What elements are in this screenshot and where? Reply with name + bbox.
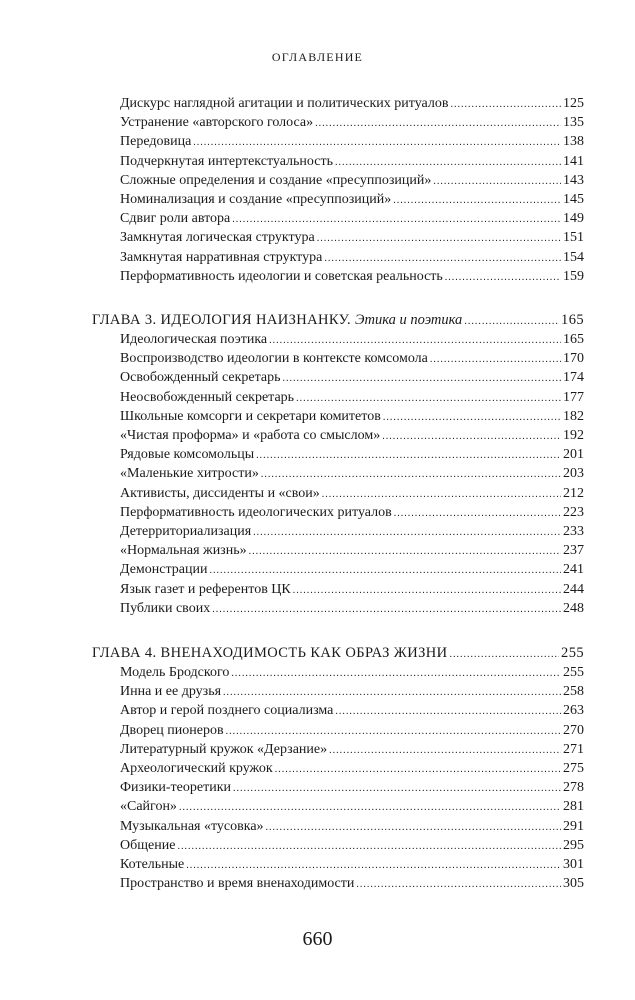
entry-title: Передовица (120, 134, 192, 150)
dot-leader (283, 369, 561, 388)
entry-title: Замкнутая нарративная структура (120, 249, 323, 265)
dot-leader (393, 191, 561, 210)
toc-entry (120, 836, 584, 855)
entry-title: Котельные (120, 856, 185, 872)
chapter-3-heading (92, 311, 584, 330)
dot-leader (296, 389, 561, 408)
toc-entry (120, 740, 584, 759)
entry-title: Публики своих (120, 600, 211, 616)
dot-leader (317, 229, 561, 248)
toc-entry (120, 209, 584, 228)
entry-title: «Нормальная жизнь» (120, 543, 247, 559)
toc-entry (120, 874, 584, 893)
dot-leader (253, 523, 561, 542)
toc-entry (120, 701, 584, 720)
entry-page: 248 (563, 600, 584, 616)
toc-entry (120, 248, 584, 267)
entry-title: «Сайгон» (120, 799, 177, 815)
dot-leader (269, 331, 561, 350)
entry-title: Рядовые комсомольцы (120, 447, 255, 463)
dot-leader (233, 779, 561, 798)
chapter-title: ГЛАВА 4. ВНЕНАХОДИМОСТЬ КАК ОБРАЗ ЖИЗНИ (92, 644, 448, 661)
toc-entry (120, 759, 584, 778)
dot-leader (322, 485, 561, 504)
running-head: ОГЛАВЛЕНИЕ (271, 50, 364, 64)
toc-entry (120, 132, 584, 151)
entry-title: Музыкальная «тусовка» (120, 818, 264, 834)
dot-leader (249, 542, 561, 561)
entry-page: 143 (563, 172, 584, 188)
toc-entry (120, 503, 584, 522)
entry-title: Пространство и время вненаходимости (120, 876, 355, 892)
entry-title: Идеологическая поэтика (120, 332, 268, 348)
dot-leader (226, 722, 561, 741)
dot-leader (383, 408, 561, 427)
entry-title: Язык газет и референтов ЦК (120, 581, 291, 597)
dot-leader (232, 210, 561, 229)
chapter-page: 255 (561, 644, 584, 661)
entry-page: 177 (563, 389, 584, 405)
toc-entry (120, 721, 584, 740)
dot-leader (266, 818, 561, 837)
dot-leader (433, 172, 561, 191)
dot-leader (186, 856, 561, 875)
entry-page: 271 (563, 741, 584, 757)
entry-page: 151 (563, 230, 584, 246)
entry-title: Литературный кружок «Дерзание» (120, 741, 328, 757)
table-of-contents (0, 94, 635, 893)
toc-entry (120, 349, 584, 368)
dot-leader (329, 741, 561, 760)
entry-title: Автор и герой позднего социализма (120, 703, 334, 719)
entry-title: Перформативность идеологии и советская реальность (120, 268, 443, 284)
dot-leader (394, 504, 561, 523)
toc-entry (120, 855, 584, 874)
entry-title: Школьные комсорги и секретари комитетов (120, 408, 381, 424)
toc-entry (120, 464, 584, 483)
toc-entry (120, 190, 584, 209)
dot-leader (177, 837, 561, 856)
entry-title: Детерриториализация (120, 523, 252, 539)
chapter-4-list (0, 663, 635, 893)
entry-title: Неосвобожденный секретарь (120, 389, 295, 405)
entry-page: 192 (563, 428, 584, 443)
toc-entry (120, 778, 584, 797)
entry-title: «Чистая проформа» и «работа со смыслом» (120, 428, 381, 443)
dot-leader (275, 760, 561, 779)
dot-leader (256, 446, 561, 465)
dot-leader (223, 683, 561, 702)
toc-entry (120, 407, 584, 426)
toc-entry (120, 388, 584, 407)
dot-leader (450, 95, 561, 114)
dot-leader (261, 465, 561, 484)
dot-leader (209, 561, 561, 580)
dot-leader (324, 249, 561, 268)
toc-entry (120, 330, 584, 349)
toc-entry (120, 580, 584, 599)
entry-title: Активисты, диссиденты и «свои» (120, 485, 320, 501)
toc-entry (120, 682, 584, 701)
entry-page: 149 (563, 211, 584, 227)
section1-list (0, 94, 635, 286)
dot-leader (382, 427, 561, 446)
toc-entry (120, 797, 584, 816)
dot-leader (179, 798, 561, 817)
entry-page: 212 (563, 485, 584, 501)
toc-entry (120, 426, 584, 445)
entry-page: 201 (563, 447, 584, 463)
toc-entry (120, 267, 584, 286)
entry-page: 165 (563, 332, 584, 348)
dot-leader (315, 114, 561, 133)
entry-page: 182 (563, 408, 584, 424)
entry-title: Дискурс наглядной агитации и политических ритуалов (120, 96, 449, 111)
toc-entry (120, 599, 584, 618)
entry-page: 275 (563, 761, 584, 776)
dot-leader (293, 581, 561, 600)
entry-title: Общение (120, 837, 176, 853)
entry-title: Инна и ее друзья (120, 684, 222, 700)
dot-leader (335, 153, 561, 172)
dot-leader (193, 133, 561, 152)
toc-entry (120, 368, 584, 387)
entry-page: 203 (563, 466, 584, 482)
toc-entry (120, 484, 584, 503)
entry-page: 233 (563, 523, 584, 539)
entry-title: Сдвиг роли автора (120, 211, 231, 227)
entry-title: Сложные определения и создание «пресуппозиций» (120, 172, 432, 188)
entry-title: Дворец пионеров (120, 722, 224, 738)
entry-page: 241 (563, 562, 584, 578)
entry-page: 145 (563, 191, 584, 207)
dot-leader (356, 875, 561, 894)
dot-leader (449, 645, 559, 664)
entry-page: 138 (563, 134, 584, 150)
entry-page: 263 (563, 703, 584, 719)
toc-entry (120, 228, 584, 247)
entry-page: 174 (563, 370, 584, 386)
entry-title: Освобожденный секретарь (120, 370, 281, 386)
toc-entry (120, 94, 584, 113)
entry-page: 223 (563, 504, 584, 520)
dot-leader (212, 600, 561, 619)
toc-entry (120, 152, 584, 171)
chapter-3-list (0, 330, 635, 618)
entry-title: Номинализация и создание «пресуппозиций» (120, 191, 392, 207)
entry-page: 270 (563, 722, 584, 738)
toc-entry (120, 445, 584, 464)
entry-page: 154 (563, 249, 584, 265)
page-number: 660 (302, 928, 333, 950)
entry-page: 291 (563, 818, 584, 834)
toc-entry (120, 817, 584, 836)
dot-leader (231, 664, 561, 683)
entry-page: 125 (563, 96, 584, 111)
entry-page: 159 (563, 268, 584, 284)
dot-leader (464, 312, 559, 331)
toc-entry (120, 541, 584, 560)
entry-title: Воспроизводство идеологии в контексте комсомола (120, 351, 428, 367)
entry-title: Модель Бродского (120, 665, 230, 681)
entry-page: 281 (563, 799, 584, 815)
entry-title: Археологический кружок (120, 761, 273, 776)
chapter-page: 165 (561, 311, 584, 328)
entry-page: 237 (563, 543, 584, 559)
entry-page: 301 (563, 856, 584, 872)
entry-page: 170 (563, 351, 584, 367)
dot-leader (335, 702, 561, 721)
entry-page: 135 (563, 115, 584, 131)
entry-page: 141 (563, 153, 584, 169)
toc-entry (120, 663, 584, 682)
entry-page: 278 (563, 780, 584, 796)
toc-entry (120, 113, 584, 132)
dot-leader (430, 350, 561, 369)
entry-title: Подчеркнутая интертекстуальность (120, 153, 333, 169)
entry-page: 255 (563, 665, 584, 681)
chapter-subtitle: Этика и поэтика (355, 311, 463, 328)
entry-title: Перформативность идеологических ритуалов (120, 504, 392, 520)
entry-title: Замкнутая логическая структура (120, 230, 315, 246)
entry-title: «Маленькие хитрости» (120, 466, 259, 482)
entry-page: 305 (563, 876, 584, 892)
entry-title: Устранение «авторского голоса» (120, 115, 314, 131)
entry-title: Физики-теоретики (120, 780, 231, 796)
toc-entry (120, 560, 584, 579)
toc-entry (120, 522, 584, 541)
dot-leader (445, 268, 561, 287)
entry-page: 244 (563, 581, 584, 597)
entry-title: Демонстрации (120, 562, 208, 578)
toc-entry (120, 171, 584, 190)
chapter-title: ГЛАВА 3. ИДЕОЛОГИЯ НАИЗНАНКУ. (92, 311, 351, 328)
entry-page: 258 (563, 684, 584, 700)
entry-page: 295 (563, 837, 584, 853)
chapter-4-heading (92, 644, 584, 663)
